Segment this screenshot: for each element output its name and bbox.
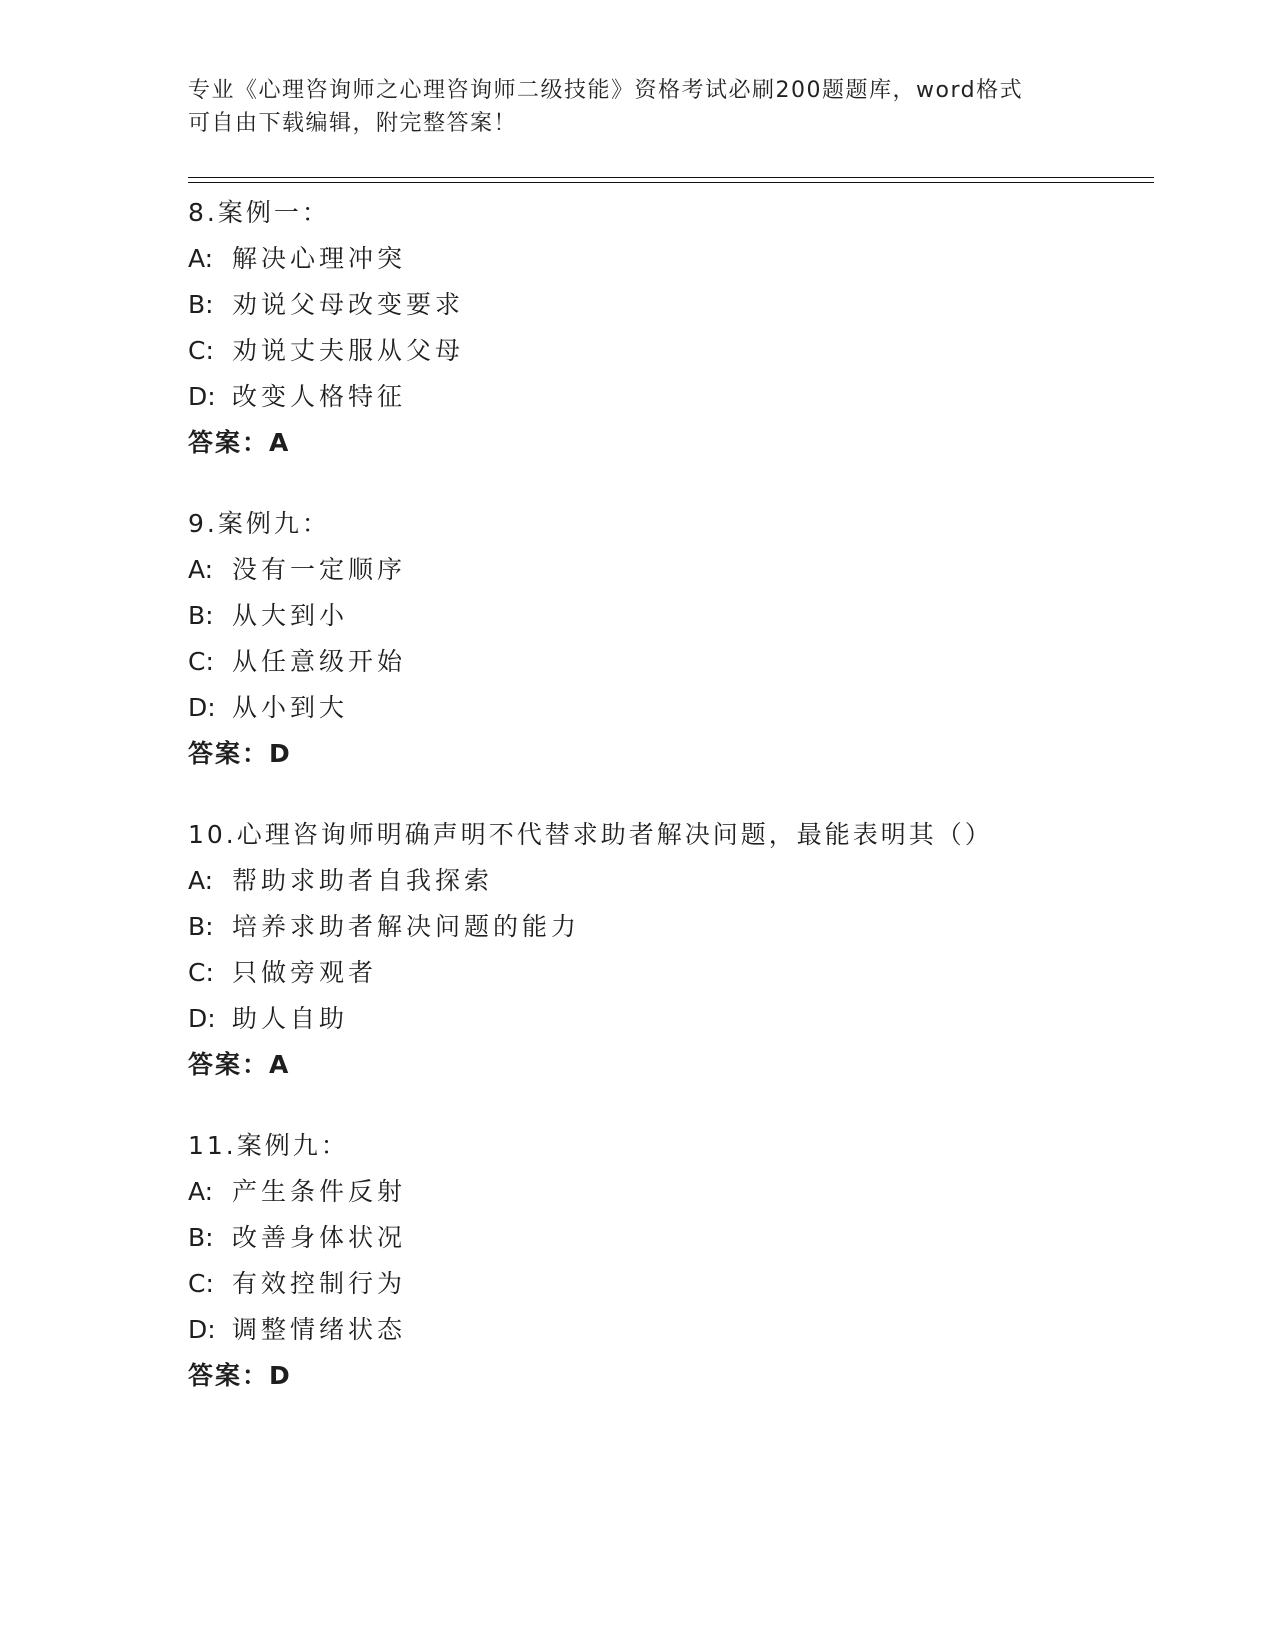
option-text: 帮助求助者自我探索 (232, 866, 494, 895)
question-item (188, 501, 1148, 777)
option-letter: D: (188, 1315, 216, 1344)
question-title: 8.案例一： (188, 198, 330, 227)
option-letter: D: (188, 382, 216, 411)
question-item (188, 1123, 1148, 1399)
question-item (188, 812, 1148, 1088)
question-title: 10.心理咨询师明确声明不代替求助者解决问题，最能表明其（） (188, 820, 993, 849)
option-text: 劝说丈夫服从父母 (232, 336, 465, 365)
option-letter: C: (188, 958, 214, 987)
option-text: 助人自助 (232, 1004, 349, 1033)
option-text: 改善身体状况 (232, 1223, 407, 1252)
option-letter: C: (188, 647, 214, 676)
option-a (188, 547, 1148, 593)
option-letter: A: (188, 1177, 214, 1206)
option-letter: D: (188, 693, 216, 722)
option-d (188, 1307, 1148, 1353)
option-c (188, 1261, 1148, 1307)
option-text: 从小到大 (232, 693, 349, 722)
answer-line: 答案：A (188, 428, 291, 457)
option-text: 从大到小 (232, 601, 349, 630)
option-letter: C: (188, 336, 214, 365)
option-text: 解决心理冲突 (232, 244, 407, 273)
option-c (188, 950, 1148, 996)
option-c (188, 639, 1148, 685)
option-letter: A: (188, 244, 214, 273)
question-title: 9.案例九： (188, 509, 330, 538)
option-text: 产生条件反射 (232, 1177, 407, 1206)
option-text: 调整情绪状态 (232, 1315, 407, 1344)
option-letter: B: (188, 601, 214, 630)
question-item (188, 190, 1148, 466)
header-line-2: 可自由下载编辑，附完整答案！ (188, 111, 518, 136)
document-header (188, 74, 1088, 140)
option-b (188, 904, 1148, 950)
header-divider-bottom (188, 182, 1154, 183)
option-text: 劝说父母改变要求 (232, 290, 465, 319)
option-letter: A: (188, 866, 214, 895)
option-b (188, 593, 1148, 639)
option-d (188, 374, 1148, 420)
question-title: 11.案例九： (188, 1131, 349, 1160)
option-b (188, 1215, 1148, 1261)
option-d (188, 685, 1148, 731)
option-letter: C: (188, 1269, 214, 1298)
option-b (188, 282, 1148, 328)
option-text: 没有一定顺序 (232, 555, 407, 584)
option-letter: B: (188, 290, 214, 319)
option-letter: D: (188, 1004, 216, 1033)
header-divider-top (188, 177, 1154, 178)
option-text: 有效控制行为 (232, 1269, 407, 1298)
option-letter: B: (188, 1223, 214, 1252)
answer-line: 答案：A (188, 1050, 291, 1079)
option-d (188, 996, 1148, 1042)
question-list (188, 190, 1148, 1434)
option-c (188, 328, 1148, 374)
option-letter: A: (188, 555, 214, 584)
header-line-1: 专业《心理咨询师之心理咨询师二级技能》资格考试必刷200题题库，word格式 (188, 78, 1024, 103)
option-text: 只做旁观者 (232, 958, 378, 987)
option-a (188, 1169, 1148, 1215)
option-a (188, 236, 1148, 282)
option-text: 培养求助者解决问题的能力 (232, 912, 581, 941)
option-a (188, 858, 1148, 904)
answer-line: 答案：D (188, 739, 292, 768)
option-letter: B: (188, 912, 214, 941)
option-text: 从任意级开始 (232, 647, 407, 676)
option-text: 改变人格特征 (232, 382, 407, 411)
answer-line: 答案：D (188, 1361, 292, 1390)
